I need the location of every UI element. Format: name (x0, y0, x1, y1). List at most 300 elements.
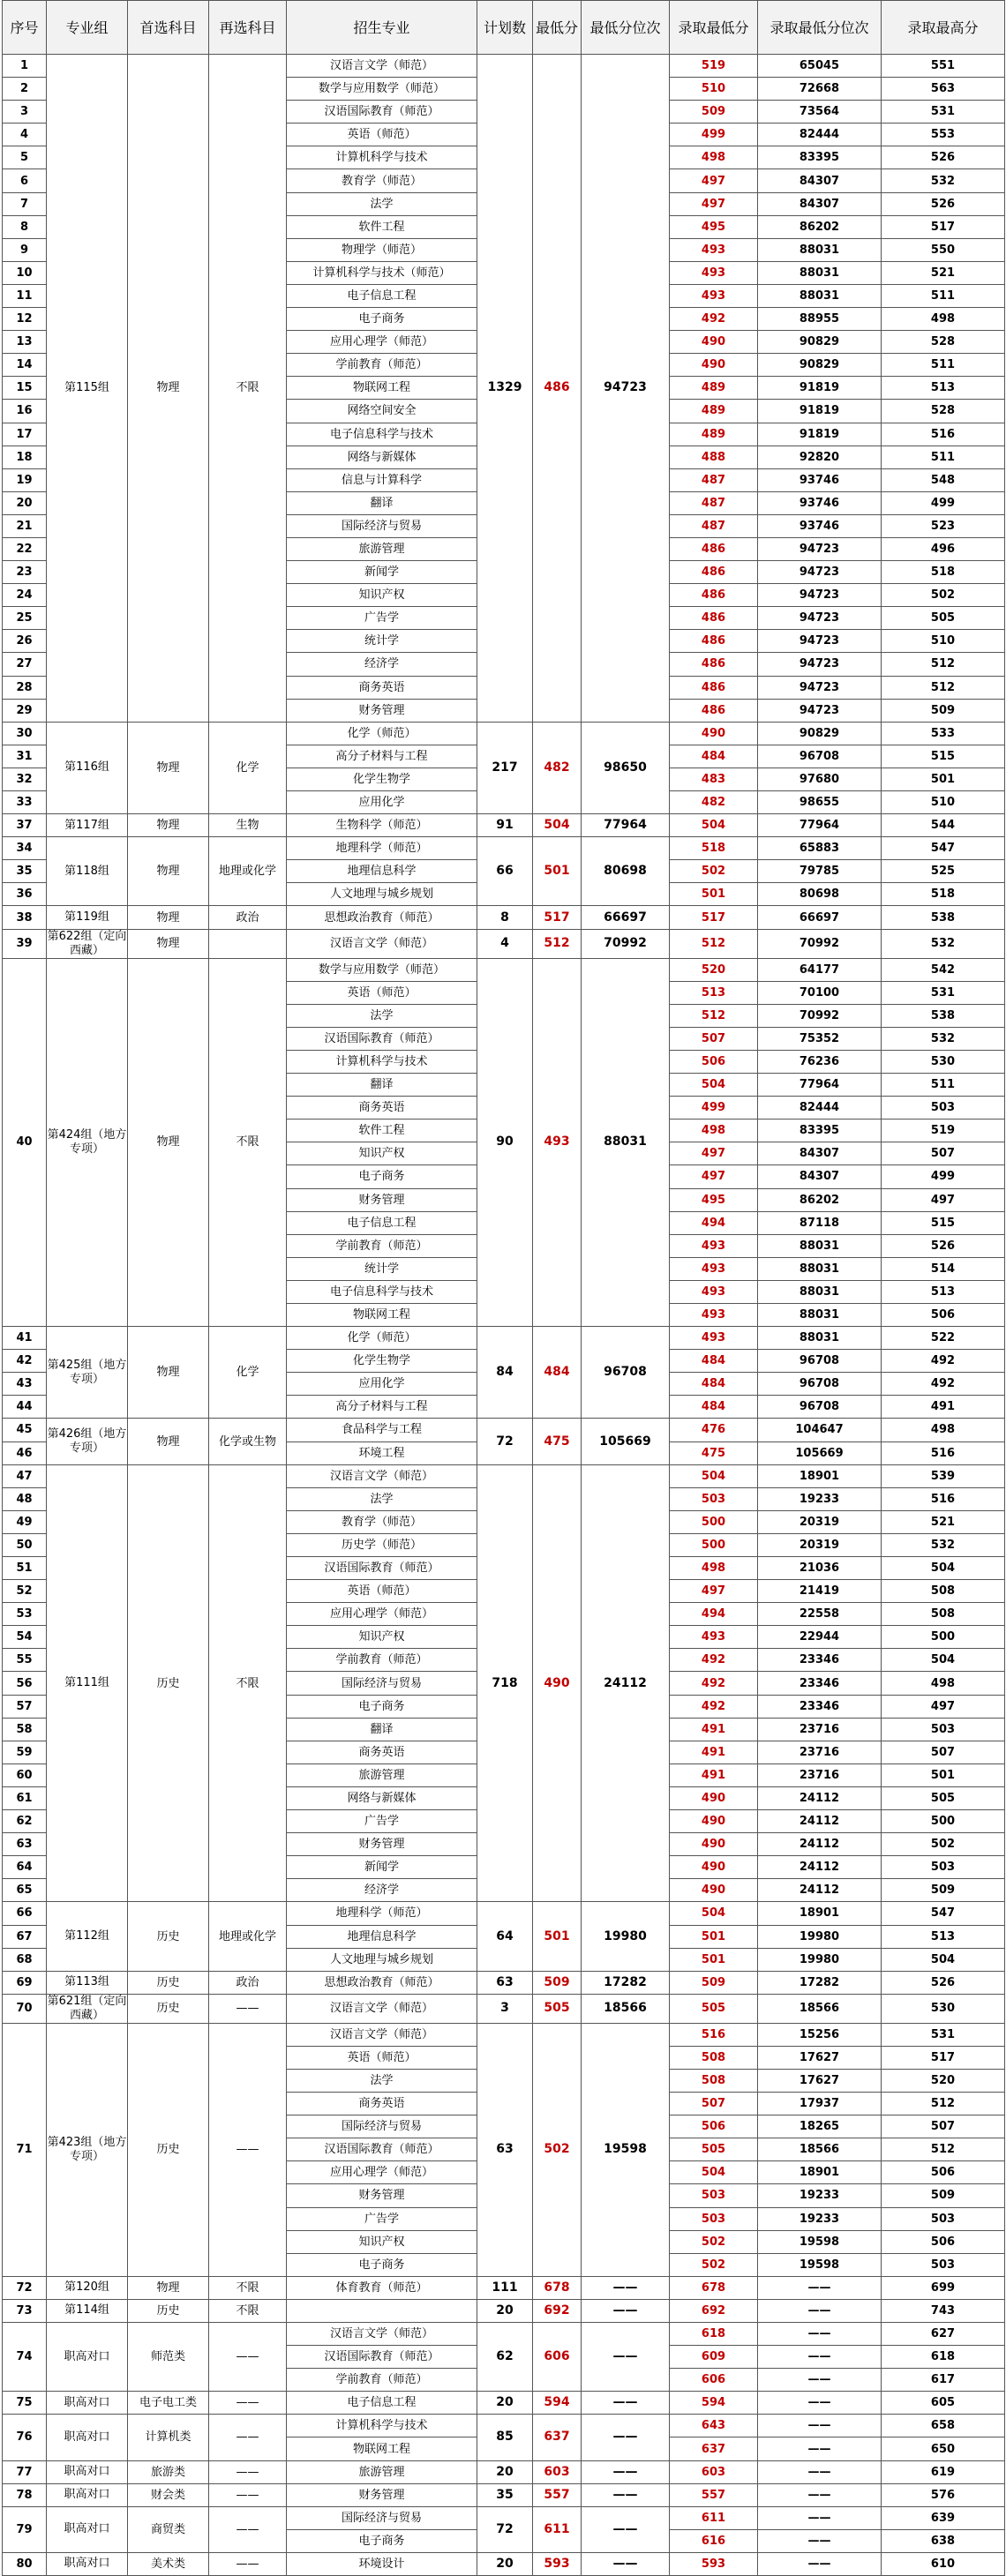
major-name: 网络与新媒体 (287, 446, 477, 468)
major-name: 经济学 (287, 653, 477, 676)
major-name: 物理学（师范） (287, 238, 477, 261)
first-subject: 旅游类 (128, 2460, 209, 2483)
admit-min-score: 493 (670, 1257, 758, 1280)
plan-count: 111 (477, 2276, 533, 2299)
row-number: 39 (3, 929, 47, 958)
major-name: 人文地理与城乡规划 (287, 1948, 477, 1971)
major-name: 电子信息科学与技术 (287, 1280, 477, 1303)
major-name: 应用化学 (287, 1373, 477, 1396)
row-number: 26 (3, 630, 47, 653)
row-number: 67 (3, 1925, 47, 1948)
admit-max-score: 513 (882, 1925, 1005, 1948)
row-number: 4 (3, 124, 47, 146)
col-header: 录取最高分 (882, 1, 1005, 55)
admit-max-score: 499 (882, 1165, 1005, 1188)
major-name: 数学与应用数学（师范） (287, 78, 477, 101)
admit-min-score: 490 (670, 1810, 758, 1833)
admit-min-score: 489 (670, 423, 758, 446)
second-subject (209, 929, 287, 958)
min-score: 501 (533, 1902, 582, 1971)
row-number: 62 (3, 1810, 47, 1833)
admit-max-score: 528 (882, 400, 1005, 423)
major-name: 汉语言文学（师范） (287, 929, 477, 958)
admit-min-score: 502 (670, 860, 758, 883)
group-name: 第112组 (47, 1902, 128, 1971)
row-number: 6 (3, 169, 47, 192)
admit-min-score: 503 (670, 1487, 758, 1510)
row-number: 17 (3, 423, 47, 446)
admit-min-rank: 93746 (758, 491, 882, 514)
admit-min-rank: —— (758, 2415, 882, 2437)
admit-min-rank: 96708 (758, 1350, 882, 1373)
major-name: 计算机科学与技术 (287, 2415, 477, 2437)
admit-max-score: 548 (882, 468, 1005, 491)
admit-max-score: 505 (882, 1786, 1005, 1809)
admit-min-score: 497 (670, 169, 758, 192)
admit-max-score: 639 (882, 2506, 1005, 2529)
admit-max-score: 617 (882, 2369, 1005, 2392)
admit-min-score: 491 (670, 1718, 758, 1741)
admit-min-score: 498 (670, 1120, 758, 1142)
second-subject: —— (209, 2392, 287, 2415)
major-name: 生物科学（师范） (287, 814, 477, 837)
admit-min-rank: 19598 (758, 2230, 882, 2253)
group-name: 职高对口 (47, 2323, 128, 2392)
admit-max-score: 544 (882, 814, 1005, 837)
admit-max-score: 531 (882, 101, 1005, 124)
major-name: 电子商务 (287, 1165, 477, 1188)
plan-count: 66 (477, 837, 533, 906)
major-name: 电子商务 (287, 2253, 477, 2276)
admit-min-rank: 91819 (758, 377, 882, 400)
admit-min-rank: 94723 (758, 584, 882, 607)
table-row (3, 906, 1005, 929)
row-number: 12 (3, 308, 47, 331)
col-header: 专业组 (47, 1, 128, 55)
admit-min-score: 492 (670, 308, 758, 331)
major-name: 财务管理 (287, 699, 477, 722)
admit-min-score: 497 (670, 1142, 758, 1165)
admit-max-score: 507 (882, 1741, 1005, 1764)
admit-max-score: 513 (882, 1280, 1005, 1303)
table-row (3, 2552, 1005, 2575)
min-rank: 19980 (582, 1902, 670, 1971)
row-number: 61 (3, 1786, 47, 1809)
admit-min-rank: 65045 (758, 55, 882, 78)
admit-min-rank: 24112 (758, 1833, 882, 1856)
plan-count: 85 (477, 2415, 533, 2460)
major-name: 学前教育（师范） (287, 1234, 477, 1257)
major-name: 国际经济与贸易 (287, 2115, 477, 2138)
admit-max-score: 501 (882, 1764, 1005, 1786)
min-rank: 17282 (582, 1971, 670, 1994)
major-name: 商务英语 (287, 1741, 477, 1764)
row-number: 7 (3, 192, 47, 215)
admit-min-rank: —— (758, 2460, 882, 2483)
major-name: 电子信息工程 (287, 1211, 477, 1234)
admit-max-score: 503 (882, 2253, 1005, 2276)
min-score: 611 (533, 2506, 582, 2552)
major-name: 汉语言文学（师范） (287, 2323, 477, 2346)
major-name: 教育学（师范） (287, 169, 477, 192)
admit-max-score: 504 (882, 1649, 1005, 1672)
major-name: 软件工程 (287, 1120, 477, 1142)
group-name: 第425组（地方专项） (47, 1327, 128, 1419)
admit-max-score: 503 (882, 2207, 1005, 2230)
second-subject: —— (209, 1994, 287, 2023)
row-number: 25 (3, 607, 47, 630)
table-row (3, 2392, 1005, 2415)
row-number: 24 (3, 584, 47, 607)
admit-min-rank: 94723 (758, 676, 882, 699)
major-name: 英语（师范） (287, 124, 477, 146)
first-subject: 计算机类 (128, 2415, 209, 2460)
admit-min-rank: —— (758, 2346, 882, 2369)
min-rank: 80698 (582, 837, 670, 906)
table-row (3, 1902, 1005, 1925)
admit-min-rank: 24112 (758, 1856, 882, 1879)
major-name: 新闻学 (287, 561, 477, 584)
row-number: 23 (3, 561, 47, 584)
row-number: 72 (3, 2276, 47, 2299)
major-name: 应用心理学（师范） (287, 2161, 477, 2184)
first-subject: 物理 (128, 1419, 209, 1464)
major-name: 电子商务 (287, 1695, 477, 1718)
admit-max-score: 512 (882, 2138, 1005, 2161)
major-name: 英语（师范） (287, 981, 477, 1004)
admit-min-rank: 23346 (758, 1672, 882, 1695)
admit-max-score: 506 (882, 2230, 1005, 2253)
admit-min-rank: 90829 (758, 354, 882, 377)
col-header: 计划数 (477, 1, 533, 55)
admit-min-score: 499 (670, 124, 758, 146)
min-rank: 70992 (582, 929, 670, 958)
row-number: 14 (3, 354, 47, 377)
admit-min-score: 495 (670, 215, 758, 238)
major-name: 广告学 (287, 1810, 477, 1833)
major-name: 财务管理 (287, 2184, 477, 2207)
admit-min-rank: 19980 (758, 1925, 882, 1948)
major-name: 广告学 (287, 2207, 477, 2230)
admit-min-rank: 97680 (758, 768, 882, 790)
admit-min-score: 484 (670, 745, 758, 768)
admit-min-score: 497 (670, 1580, 758, 1603)
second-subject: 地理或化学 (209, 837, 287, 906)
second-subject: 地理或化学 (209, 1902, 287, 1971)
row-number: 20 (3, 491, 47, 514)
admit-min-score: 505 (670, 1994, 758, 2023)
second-subject: 政治 (209, 1971, 287, 1994)
first-subject: 历史 (128, 1902, 209, 1971)
table-row (3, 2506, 1005, 2529)
admit-min-score: 486 (670, 537, 758, 560)
row-number: 47 (3, 1464, 47, 1487)
plan-count: 62 (477, 2323, 533, 2392)
first-subject: 美术类 (128, 2552, 209, 2575)
admit-max-score: 627 (882, 2323, 1005, 2346)
admit-min-rank: 86202 (758, 215, 882, 238)
row-number: 19 (3, 468, 47, 491)
admit-max-score: 521 (882, 1510, 1005, 1533)
admit-max-score: 515 (882, 1211, 1005, 1234)
second-subject: —— (209, 2483, 287, 2506)
major-name: 电子商务 (287, 308, 477, 331)
table-row (3, 958, 1005, 981)
major-name: 历史学（师范） (287, 1533, 477, 1556)
first-subject: 财会类 (128, 2483, 209, 2506)
second-subject: —— (209, 2460, 287, 2483)
major-name: 网络空间安全 (287, 400, 477, 423)
major-name: 应用心理学（师范） (287, 331, 477, 354)
row-number: 49 (3, 1510, 47, 1533)
admit-max-score: 533 (882, 722, 1005, 745)
major-name: 学前教育（师范） (287, 1649, 477, 1672)
major-name: 翻译 (287, 1718, 477, 1741)
admit-min-rank: 23346 (758, 1649, 882, 1672)
major-name: 统计学 (287, 630, 477, 653)
min-rank: 94723 (582, 55, 670, 723)
major-name: 旅游管理 (287, 1764, 477, 1786)
first-subject: 历史 (128, 1971, 209, 1994)
second-subject: 不限 (209, 958, 287, 1327)
min-rank: 24112 (582, 1464, 670, 1902)
admit-max-score: 520 (882, 2069, 1005, 2092)
admit-min-rank: —— (758, 2323, 882, 2346)
min-rank: 105669 (582, 1419, 670, 1464)
second-subject: —— (209, 2415, 287, 2460)
major-name: 知识产权 (287, 2230, 477, 2253)
admit-min-score: 498 (670, 1557, 758, 1580)
admit-min-score: 486 (670, 653, 758, 676)
admit-max-score: 538 (882, 1004, 1005, 1027)
min-rank: 88031 (582, 958, 670, 1327)
table-row (3, 929, 1005, 958)
admit-min-rank: 21036 (758, 1557, 882, 1580)
row-number: 52 (3, 1580, 47, 1603)
major-name: 体育教育（师范） (287, 2276, 477, 2299)
row-number: 73 (3, 2299, 47, 2322)
admit-min-score: 490 (670, 722, 758, 745)
admit-max-score: 532 (882, 1533, 1005, 1556)
admit-min-score: 692 (670, 2299, 758, 2322)
table-row (3, 2415, 1005, 2437)
table-row (3, 2276, 1005, 2299)
admit-min-score: 503 (670, 2207, 758, 2230)
admit-min-score: 500 (670, 1510, 758, 1533)
admit-max-score: 519 (882, 1120, 1005, 1142)
row-number: 60 (3, 1764, 47, 1786)
table-row (3, 1994, 1005, 2023)
second-subject: 不限 (209, 2299, 287, 2322)
admit-min-score: 494 (670, 1211, 758, 1234)
admit-min-rank: —— (758, 2506, 882, 2529)
major-name: 财务管理 (287, 2483, 477, 2506)
major-name: 地理科学（师范） (287, 1902, 477, 1925)
group-name: 第116组 (47, 722, 128, 813)
admit-min-score: 475 (670, 1442, 758, 1464)
admit-min-rank: 96708 (758, 1396, 882, 1419)
row-number: 71 (3, 2023, 47, 2276)
major-name: 汉语言文学（师范） (287, 1994, 477, 2023)
row-number: 45 (3, 1419, 47, 1442)
row-number: 68 (3, 1948, 47, 1971)
admit-max-score: 514 (882, 1257, 1005, 1280)
admit-max-score: 531 (882, 981, 1005, 1004)
row-number: 38 (3, 906, 47, 929)
row-number: 46 (3, 1442, 47, 1464)
admit-min-rank: 86202 (758, 1188, 882, 1211)
second-subject: —— (209, 2323, 287, 2392)
min-score: 505 (533, 1994, 582, 2023)
admit-min-score: 487 (670, 491, 758, 514)
plan-count: 1329 (477, 55, 533, 723)
admit-max-score: 638 (882, 2529, 1005, 2552)
admit-max-score: 510 (882, 791, 1005, 814)
admit-min-rank: 91819 (758, 400, 882, 423)
admit-min-score: 505 (670, 2138, 758, 2161)
admit-min-score: 486 (670, 584, 758, 607)
row-number: 36 (3, 883, 47, 906)
admit-min-score: 492 (670, 1695, 758, 1718)
first-subject: 物理 (128, 929, 209, 958)
row-number: 51 (3, 1557, 47, 1580)
first-subject: 历史 (128, 2299, 209, 2322)
plan-count: 20 (477, 2392, 533, 2415)
admit-max-score: 503 (882, 1856, 1005, 1879)
row-number: 66 (3, 1902, 47, 1925)
group-name: 第111组 (47, 1464, 128, 1902)
table-row (3, 1464, 1005, 1487)
admit-min-score: 495 (670, 1188, 758, 1211)
table-row (3, 2460, 1005, 2483)
admit-max-score: 531 (882, 2023, 1005, 2046)
row-number: 37 (3, 814, 47, 837)
min-score: 606 (533, 2323, 582, 2392)
admit-max-score: 526 (882, 1971, 1005, 1994)
admit-min-score: 504 (670, 1074, 758, 1097)
plan-count: 63 (477, 1971, 533, 1994)
admit-min-rank: 17937 (758, 2093, 882, 2115)
admit-min-rank: 88031 (758, 261, 882, 284)
admit-min-score: 594 (670, 2392, 758, 2415)
admit-min-rank: 93746 (758, 514, 882, 537)
admit-min-score: 509 (670, 1971, 758, 1994)
admit-min-score: 498 (670, 146, 758, 169)
admit-max-score: 508 (882, 1580, 1005, 1603)
admit-min-rank: 22558 (758, 1603, 882, 1626)
major-name: 应用心理学（师范） (287, 1603, 477, 1626)
second-subject: 生物 (209, 814, 287, 837)
admit-min-rank: 17627 (758, 2069, 882, 2092)
row-number: 42 (3, 1350, 47, 1373)
admit-min-score: 501 (670, 1948, 758, 1971)
plan-count: 20 (477, 2460, 533, 2483)
admit-min-rank: 18901 (758, 1464, 882, 1487)
min-rank: —— (582, 2415, 670, 2460)
admit-min-score: 484 (670, 1396, 758, 1419)
first-subject: 师范类 (128, 2323, 209, 2392)
row-number: 70 (3, 1994, 47, 2023)
admit-max-score: 506 (882, 1303, 1005, 1326)
min-score: 692 (533, 2299, 582, 2322)
admit-max-score: 532 (882, 929, 1005, 958)
admit-min-rank: 76236 (758, 1050, 882, 1073)
plan-count: 217 (477, 722, 533, 813)
admit-min-rank: —— (758, 2437, 882, 2460)
admit-min-rank: 73564 (758, 101, 882, 124)
major-name: 化学生物学 (287, 1350, 477, 1373)
table-row (3, 2323, 1005, 2346)
admit-min-score: 506 (670, 1050, 758, 1073)
admit-max-score: 532 (882, 1027, 1005, 1050)
admit-min-score: 493 (670, 1327, 758, 1350)
second-subject: 化学 (209, 722, 287, 813)
group-name: 第114组 (47, 2299, 128, 2322)
admit-max-score: 516 (882, 1487, 1005, 1510)
row-number: 40 (3, 958, 47, 1327)
admit-min-score: 486 (670, 676, 758, 699)
admit-min-score: 490 (670, 1856, 758, 1879)
admit-min-score: 506 (670, 2115, 758, 2138)
row-number: 33 (3, 791, 47, 814)
major-name: 高分子材料与工程 (287, 745, 477, 768)
admit-max-score: 491 (882, 1396, 1005, 1419)
admit-max-score: 538 (882, 906, 1005, 929)
row-number: 2 (3, 78, 47, 101)
min-rank: —— (582, 2506, 670, 2552)
row-number: 44 (3, 1396, 47, 1419)
admit-max-score: 498 (882, 308, 1005, 331)
admit-max-score: 553 (882, 124, 1005, 146)
admit-max-score: 618 (882, 2346, 1005, 2369)
admit-min-rank: 94723 (758, 653, 882, 676)
admit-max-score: 508 (882, 1603, 1005, 1626)
admit-min-score: 501 (670, 1925, 758, 1948)
admit-min-rank: 91819 (758, 423, 882, 446)
admit-min-rank: 23716 (758, 1764, 882, 1786)
major-name: 思想政治教育（师范） (287, 1971, 477, 1994)
min-score: 509 (533, 1971, 582, 1994)
first-subject: 物理 (128, 814, 209, 837)
admit-min-score: 678 (670, 2276, 758, 2299)
plan-count: 90 (477, 958, 533, 1327)
major-name: 电子信息科学与技术 (287, 423, 477, 446)
admit-min-rank: 19233 (758, 2184, 882, 2207)
major-name: 食品科学与工程 (287, 1419, 477, 1442)
admit-min-score: 504 (670, 1464, 758, 1487)
admit-min-rank: 18901 (758, 2161, 882, 2184)
major-name: 知识产权 (287, 1626, 477, 1649)
major-name: 地理科学（师范） (287, 837, 477, 860)
major-name: 汉语国际教育（师范） (287, 1557, 477, 1580)
admit-min-rank: 88955 (758, 308, 882, 331)
plan-count: 4 (477, 929, 533, 958)
col-header: 再选科目 (209, 1, 287, 55)
admit-min-score: 518 (670, 837, 758, 860)
admit-min-score: 489 (670, 377, 758, 400)
admit-max-score: 504 (882, 1948, 1005, 1971)
admit-min-score: 493 (670, 238, 758, 261)
table-row (3, 2299, 1005, 2322)
major-name: 网络与新媒体 (287, 1786, 477, 1809)
admit-min-score: 493 (670, 1626, 758, 1649)
admit-max-score: 507 (882, 2115, 1005, 2138)
second-subject: 政治 (209, 906, 287, 929)
first-subject: 历史 (128, 1994, 209, 2023)
major-name: 高分子材料与工程 (287, 1396, 477, 1419)
admit-min-rank: 19233 (758, 2207, 882, 2230)
col-header: 最低分位次 (582, 1, 670, 55)
